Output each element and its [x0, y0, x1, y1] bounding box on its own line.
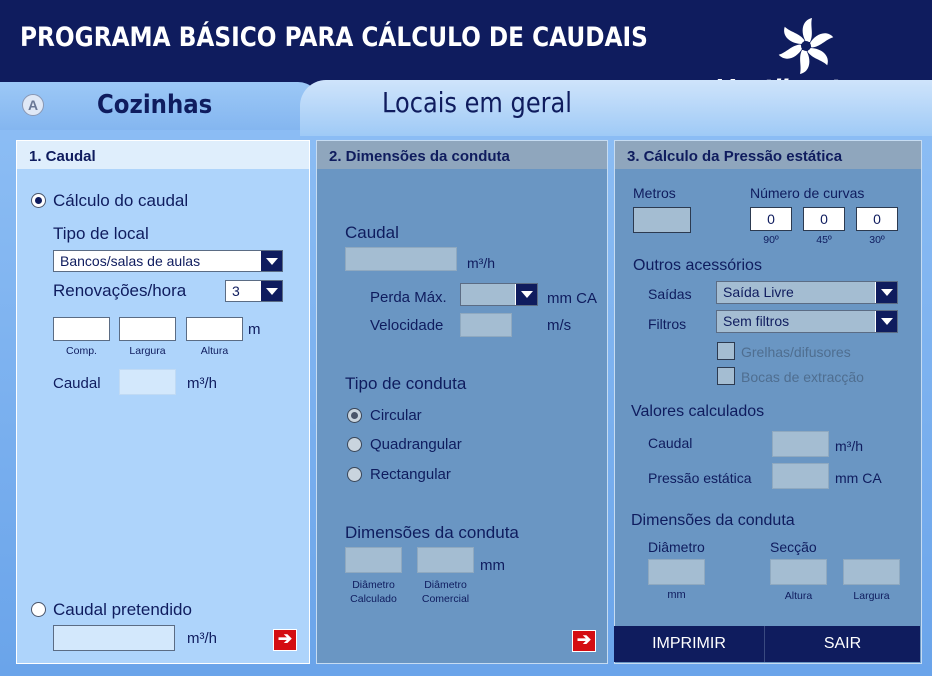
- curvas-45-input[interactable]: 0: [803, 207, 845, 231]
- largura-label: Largura: [129, 345, 166, 357]
- panel-pressao-title: 3. Cálculo da Pressão estática: [615, 141, 921, 169]
- radio-rectangular-label: Rectangular: [370, 466, 451, 483]
- tipo-local-value: Bancos/salas de aulas: [60, 253, 201, 269]
- filtros-label: Filtros: [648, 316, 687, 332]
- panel-pressao-estatica: [614, 140, 922, 664]
- tab-locais-label[interactable]: Locais em geral: [382, 86, 572, 119]
- valores-calculados-label: Valores calculados: [631, 403, 765, 420]
- caudal-label: Caudal: [345, 223, 399, 242]
- diametro-calculado-label-line2: Calculado: [350, 593, 397, 605]
- renovacoes-value: 3: [232, 283, 240, 299]
- velocidade-output: [460, 313, 512, 337]
- unit-m3h: m³/h: [187, 630, 217, 647]
- unit-mmca: mm CA: [835, 470, 882, 486]
- next-arrow-button[interactable]: ➔: [572, 630, 596, 652]
- unit-ms: m/s: [547, 317, 572, 334]
- seccao-largura-output: [843, 559, 900, 585]
- perda-max-label: Perda Máx.: [370, 289, 447, 306]
- action-bar: [614, 626, 920, 662]
- unit-mmca: mm CA: [547, 290, 597, 307]
- metros-input[interactable]: [633, 207, 691, 233]
- perda-max-select[interactable]: [460, 283, 538, 306]
- chevron-down-icon[interactable]: [515, 284, 537, 305]
- caudal-label: Caudal: [648, 435, 693, 451]
- comp-label: Comp.: [66, 345, 97, 357]
- filtros-value: Sem filtros: [723, 313, 790, 329]
- caudal-label: Caudal: [53, 375, 101, 392]
- tipo-conduta-label: Tipo de conduta: [345, 374, 467, 393]
- bocas-label: Bocas de extracção: [741, 369, 864, 385]
- radio-caudal-pretendido-label: Caudal pretendido: [53, 600, 192, 619]
- dimensoes-label: Dimensões da conduta: [345, 523, 519, 542]
- diametro-calculado-label: [337, 578, 410, 606]
- diametro-comercial-label-line1: Diâmetro: [424, 579, 467, 591]
- radio-calculo-caudal[interactable]: [31, 193, 46, 208]
- bocas-checkbox[interactable]: [717, 367, 735, 385]
- unit-m3h: m³/h: [835, 438, 863, 454]
- diametro-comercial-label-line2: Comercial: [421, 593, 470, 605]
- diametro-calculado-label-line1: Diâmetro: [352, 579, 395, 591]
- largura-input[interactable]: [119, 317, 176, 341]
- seccao-altura-label: Altura: [784, 590, 813, 602]
- seccao-altura-output: [770, 559, 827, 585]
- radio-circular[interactable]: [347, 408, 362, 423]
- panel-caudal-title: 1. Caudal: [17, 141, 309, 169]
- dimensoes-label: Dimensões da conduta: [631, 512, 795, 529]
- sair-button[interactable]: SAIR: [823, 635, 862, 652]
- curvas-45-label: 45º: [816, 234, 832, 246]
- next-arrow-button[interactable]: ➔: [273, 629, 297, 651]
- curvas-90-input[interactable]: 0: [750, 207, 792, 231]
- radio-circular-label: Circular: [370, 407, 422, 424]
- curvas-30-input[interactable]: 0: [856, 207, 898, 231]
- imprimir-button[interactable]: IMPRIMIR: [652, 635, 726, 652]
- diametro-comercial-label: [409, 578, 482, 606]
- caudal-output: [772, 431, 829, 457]
- renovacoes-label: Renovações/hora: [53, 281, 187, 300]
- chevron-down-icon[interactable]: [260, 281, 282, 301]
- curvas-90-label: 90º: [763, 234, 779, 246]
- chevron-down-icon[interactable]: [875, 311, 897, 332]
- curvas-30-label: 30º: [869, 234, 885, 246]
- diametro-label: Diâmetro: [648, 539, 705, 555]
- diametro-output: [648, 559, 705, 585]
- comp-input[interactable]: [53, 317, 110, 341]
- app-title: PROGRAMA BÁSICO PARA CÁLCULO DE CAUDAIS: [20, 22, 648, 53]
- saidas-value: Saída Livre: [723, 284, 794, 300]
- tipo-local-select[interactable]: [53, 250, 283, 272]
- altura-label: Altura: [200, 345, 229, 357]
- panel-caudal: [16, 140, 310, 664]
- radio-calculo-caudal-label: Cálculo do caudal: [53, 191, 189, 210]
- saidas-select[interactable]: [716, 281, 898, 304]
- grelhas-checkbox[interactable]: [717, 342, 735, 360]
- outros-acessorios-label: Outros acessórios: [633, 257, 762, 274]
- caudal-pretendido-input[interactable]: [53, 625, 175, 651]
- renovacoes-select[interactable]: [225, 280, 283, 302]
- diametro-comercial-output: [417, 547, 474, 573]
- radio-quadrangular[interactable]: [347, 437, 362, 452]
- radio-caudal-pretendido[interactable]: [31, 602, 46, 617]
- chevron-down-icon[interactable]: [875, 282, 897, 303]
- ventilnorte-logo-icon: [776, 16, 836, 76]
- panel-dimensoes-conduta: [316, 140, 608, 664]
- filtros-select[interactable]: [716, 310, 898, 333]
- diametro-calculado-output: [345, 547, 402, 573]
- caudal-output: [119, 369, 176, 395]
- metros-label: Metros: [633, 185, 676, 201]
- tipo-local-label: Tipo de local: [53, 224, 149, 243]
- seccao-label: Secção: [770, 539, 817, 555]
- chevron-down-icon[interactable]: [260, 251, 282, 271]
- tab-cozinhas-label[interactable]: Cozinhas: [97, 90, 213, 120]
- panel-dimensoes-title: 2. Dimensões da conduta: [317, 141, 607, 169]
- radio-rectangular[interactable]: [347, 467, 362, 482]
- pressao-estatica-output: [772, 463, 829, 489]
- caudal-output: [345, 247, 457, 271]
- altura-input[interactable]: [186, 317, 243, 341]
- velocidade-label: Velocidade: [370, 317, 444, 334]
- unit-mm: mm: [667, 589, 686, 601]
- anarchy-a-icon[interactable]: A: [22, 94, 44, 116]
- unit-mm: mm: [480, 557, 505, 574]
- grelhas-label: Grelhas/difusores: [741, 344, 851, 360]
- numero-curvas-label: Número de curvas: [750, 185, 865, 201]
- unit-m3h: m³/h: [187, 375, 217, 392]
- pressao-estatica-label: Pressão estática: [648, 470, 752, 486]
- seccao-largura-label: Largura: [853, 590, 890, 602]
- saidas-label: Saídas: [648, 286, 692, 302]
- unit-m3h: m³/h: [467, 255, 495, 271]
- unit-m: m: [248, 321, 261, 338]
- radio-quadrangular-label: Quadrangular: [370, 436, 462, 453]
